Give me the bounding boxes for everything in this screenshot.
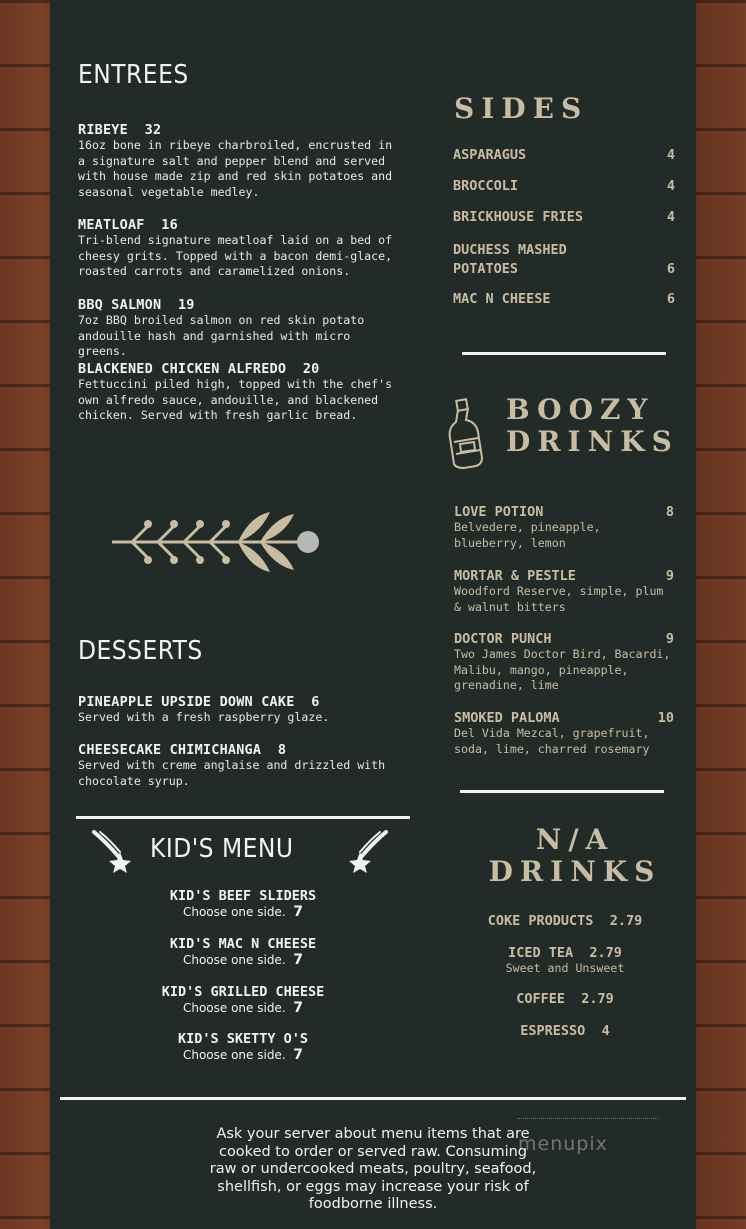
item-price: 2.79 (609, 913, 643, 929)
item-desc: Del Vida Mezcal, grapefruit, soda, lime, charred rosemary (454, 726, 650, 756)
kids-menu-heading: KID'S MENU (150, 834, 294, 864)
liquor-bottle-icon (444, 398, 486, 470)
item-price: 7 (293, 952, 304, 968)
divider (60, 1097, 686, 1100)
item-desc: Choose one side. (182, 1048, 286, 1062)
boozy-drinks-heading (506, 394, 679, 458)
watermark (518, 1118, 658, 1158)
item-name: KID'S SKETTY O'S (177, 1031, 309, 1047)
boozy-heading-line2: DRINKS (506, 425, 679, 458)
item-desc: Belvedere, pineapple, blueberry, lemon (454, 520, 601, 550)
item-name-line1: DUCHESS MASHED (453, 242, 567, 258)
item-desc: Tri-blend signature meatloaf laid on a bed of cheesy grits. Topped with a bacon demi-glace, roasted carrots and caramelized onions. (78, 233, 393, 278)
entrees-heading: ENTREES (78, 60, 189, 90)
item-desc: Choose one side. (182, 905, 286, 919)
item-price: 6 (666, 291, 675, 307)
item-name: SMOKED PALOMA (454, 710, 560, 726)
item-price: 8 (277, 742, 287, 758)
item-name: RIBEYE (78, 122, 128, 138)
entree-item-meatloaf (78, 217, 398, 280)
item-price: 6 (311, 694, 320, 710)
na-item-coffee (460, 991, 670, 1007)
entree-item-chicken-alfredo (78, 361, 398, 424)
item-name: ESPRESSO (520, 1023, 586, 1039)
na-item-coke (460, 913, 670, 929)
item-name: BBQ SALMON (78, 297, 162, 313)
item-price: 32 (144, 122, 162, 138)
side-item-broccoli (453, 178, 675, 194)
item-name: BROCCOLI (453, 178, 519, 194)
drink-item-smoked-paloma (454, 710, 674, 757)
drink-item-love-potion (454, 504, 674, 551)
allergy-disclaimer: Ask your server about menu items that are cooked to order or served raw. Consuming raw or undercooked meats, poultry, seafood, shellfish, or eggs may increase your risk of foodborne illness. (209, 1126, 537, 1212)
item-name: LOVE POTION (454, 504, 544, 520)
item-name: MORTAR & PESTLE (454, 568, 576, 584)
watermark-text: menupix (518, 1133, 608, 1155)
item-name: KID'S MAC N CHEESE (169, 936, 317, 952)
item-price: 2.79 (589, 945, 622, 961)
item-price: 4 (666, 209, 675, 225)
item-name: DOCTOR PUNCH (454, 631, 552, 647)
item-desc: Served with creme anglaise and drizzled with chocolate syrup. (78, 758, 386, 788)
kids-item-beef-sliders (112, 888, 374, 920)
item-desc: Two James Doctor Bird, Bacardi, Malibu, mango, pineapple, grenadine, lime (454, 647, 671, 692)
na-heading-line2: DRINKS (488, 855, 662, 888)
item-price: 7 (293, 1047, 304, 1063)
kids-item-grilled-cheese (112, 984, 374, 1016)
item-desc: Served with a fresh raspberry glaze. (78, 710, 330, 724)
drink-item-doctor-punch (454, 631, 674, 694)
item-name: COFFEE (516, 991, 565, 1007)
entree-item-ribeye (78, 122, 398, 200)
item-price: 4 (666, 178, 675, 194)
item-price: 7 (293, 904, 304, 920)
item-desc: 7oz BBQ broiled salmon on red skin potato andouille hash and garnished with micro greens. (78, 313, 365, 358)
item-name: CHEESECAKE CHIMICHANGA (78, 742, 262, 758)
item-name: KID'S BEEF SLIDERS (169, 888, 317, 904)
dessert-item-cheesecake-chimichanga (78, 742, 398, 789)
kids-item-sketty-os (112, 1031, 374, 1063)
side-item-duchess-potatoes (453, 241, 675, 279)
item-price: 19 (177, 297, 195, 313)
na-item-iced-tea (460, 945, 670, 977)
item-price: 4 (666, 147, 675, 163)
item-name: MAC N CHEESE (453, 291, 551, 307)
entree-item-bbq-salmon (78, 297, 398, 360)
item-price: 9 (665, 568, 674, 584)
item-price: 9 (665, 631, 674, 647)
divider (462, 352, 666, 355)
shooting-star-icon (92, 830, 132, 874)
drink-item-mortar-pestle (454, 568, 674, 615)
item-price: 20 (302, 361, 320, 377)
item-name: MEATLOAF (78, 217, 145, 233)
item-desc: Woodford Reserve, simple, plum & walnut bitters (454, 584, 664, 614)
item-price: 8 (665, 504, 674, 520)
na-drinks-heading (460, 824, 690, 888)
item-name: ICED TEA (508, 945, 574, 961)
item-price: 16 (161, 217, 178, 233)
na-item-espresso (460, 1023, 670, 1039)
side-item-asparagus (453, 147, 675, 163)
item-desc: Fettuccini piled high, topped with the chef's own alfredo sauce, andouille, and blackened chicken. Served with fresh garlic bread. (78, 377, 393, 422)
divider (76, 816, 410, 819)
item-price: 2.79 (581, 991, 614, 1007)
side-item-mac-n-cheese (453, 291, 675, 307)
item-desc: 16oz bone in ribeye charbroiled, encrusted in a signature salt and pepper blend and served with house made zip and red skin potatoes and seasonal vegetable medley. (78, 138, 393, 199)
item-name: PINEAPPLE UPSIDE DOWN CAKE (78, 694, 295, 710)
divider (460, 790, 664, 793)
item-price: 6 (666, 261, 675, 277)
item-name: BRICKHOUSE FRIES (453, 209, 584, 225)
item-name-line2: POTATOES (453, 261, 519, 277)
kids-item-mac-n-cheese (112, 936, 374, 968)
item-price: 4 (601, 1023, 610, 1039)
item-name: COKE PRODUCTS (487, 913, 594, 929)
side-item-fries (453, 209, 675, 225)
sides-heading: SIDES (454, 92, 589, 125)
item-desc: Choose one side. (182, 953, 286, 967)
boozy-heading-line1: BOOZY (506, 393, 655, 426)
item-desc: Sweet and Unsweet (505, 961, 625, 975)
item-name: KID'S GRILLED CHEESE (161, 984, 325, 1000)
branch-ornament-icon (110, 508, 322, 578)
item-desc: Choose one side. (182, 1001, 286, 1015)
na-heading-line1: N/A (535, 823, 615, 856)
item-price: 7 (293, 1000, 304, 1016)
item-name: ASPARAGUS (453, 147, 527, 163)
item-price: 10 (657, 710, 674, 726)
desserts-heading: DESSERTS (78, 636, 203, 666)
item-name: BLACKENED CHICKEN ALFREDO (78, 361, 287, 377)
dessert-item-pineapple-cake (78, 694, 398, 726)
shooting-star-icon (348, 830, 388, 874)
